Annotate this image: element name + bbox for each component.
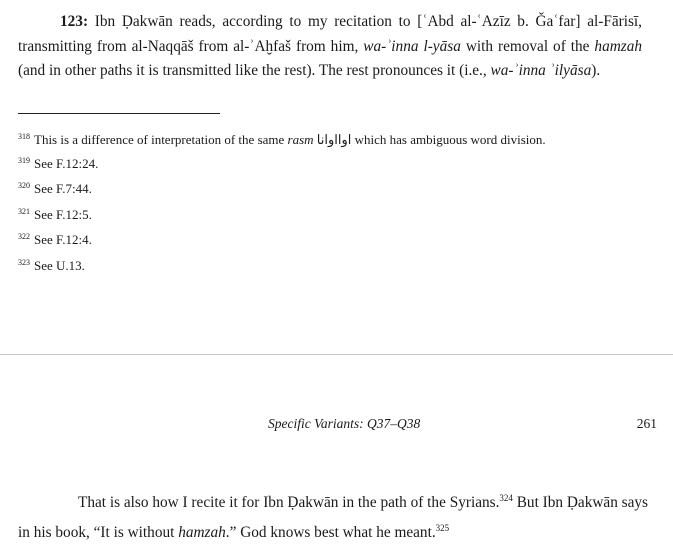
paragraph-italic: wa-ʾinna l-yāsa	[363, 37, 461, 55]
paragraph-number: 123:	[60, 13, 89, 30]
footnote-text: See U.13.	[34, 258, 85, 273]
footnote-text: See F.12:4.	[34, 232, 92, 247]
footnote-322	[18, 229, 92, 248]
paragraph-text: That is also how I recite it for Ibn Ḍakwān in the path of the Syrians.	[78, 494, 500, 511]
footnote-text: which has ambiguous word division.	[351, 132, 546, 147]
footnote-rule	[18, 113, 220, 114]
footnote-text: This is a difference of interpretation of the same	[34, 132, 288, 147]
footnote-number: 323	[18, 258, 30, 267]
footnote-ref: 325	[435, 522, 450, 533]
footnote-arabic: اوااوانا	[316, 132, 352, 147]
footnote-320	[18, 178, 92, 197]
footnote-text: See F.7:44.	[34, 181, 92, 196]
footnote-text: See F.12:5.	[34, 207, 92, 222]
paragraph-italic: wa-ʾinna ʾilyāsa	[490, 62, 592, 79]
footnote-number: 321	[18, 207, 30, 216]
footnote-ref: 324	[499, 493, 513, 503]
paragraph-italic: hamzah	[594, 37, 643, 55]
paragraph-text: ).	[591, 62, 601, 79]
paragraph-continuation	[18, 486, 660, 545]
paragraph-text: Ibn Ḍakwān reads, according to my recitation to [ʿAbd al-ʿAzīz b. Ǧaʿfar] al-Fārisī, transmitting from al-Naqqāš from al-ʾAḫfaš from him,	[18, 13, 642, 55]
footnote-number: 319	[18, 156, 30, 165]
page-separator	[0, 354, 673, 355]
paragraph-text: with removal of the	[460, 37, 595, 55]
paragraph-italic: hamzah	[178, 523, 226, 541]
footnote-319	[18, 153, 98, 172]
paragraph-text: (and in other paths it is transmitted like the rest). The rest pronounces it (i.e.,	[18, 62, 491, 79]
paragraph-text: But Ibn Ḍakwān says in his book, “It is without	[18, 494, 649, 541]
footnote-321	[18, 204, 92, 223]
footnote-italic: rasm	[287, 132, 314, 147]
page-number: 261	[636, 416, 657, 431]
footnote-number: 322	[18, 232, 30, 241]
footnote-number: 318	[18, 132, 30, 141]
running-head: Specific Variants: Q37–Q38	[268, 416, 421, 431]
paragraph-123	[18, 10, 642, 84]
footnote-318	[18, 129, 546, 148]
footnote-text: See F.12:24.	[34, 156, 99, 171]
paragraph-text: .” God knows best what he meant.	[225, 523, 436, 541]
footnote-323	[18, 255, 85, 274]
footnote-number: 320	[18, 181, 30, 190]
